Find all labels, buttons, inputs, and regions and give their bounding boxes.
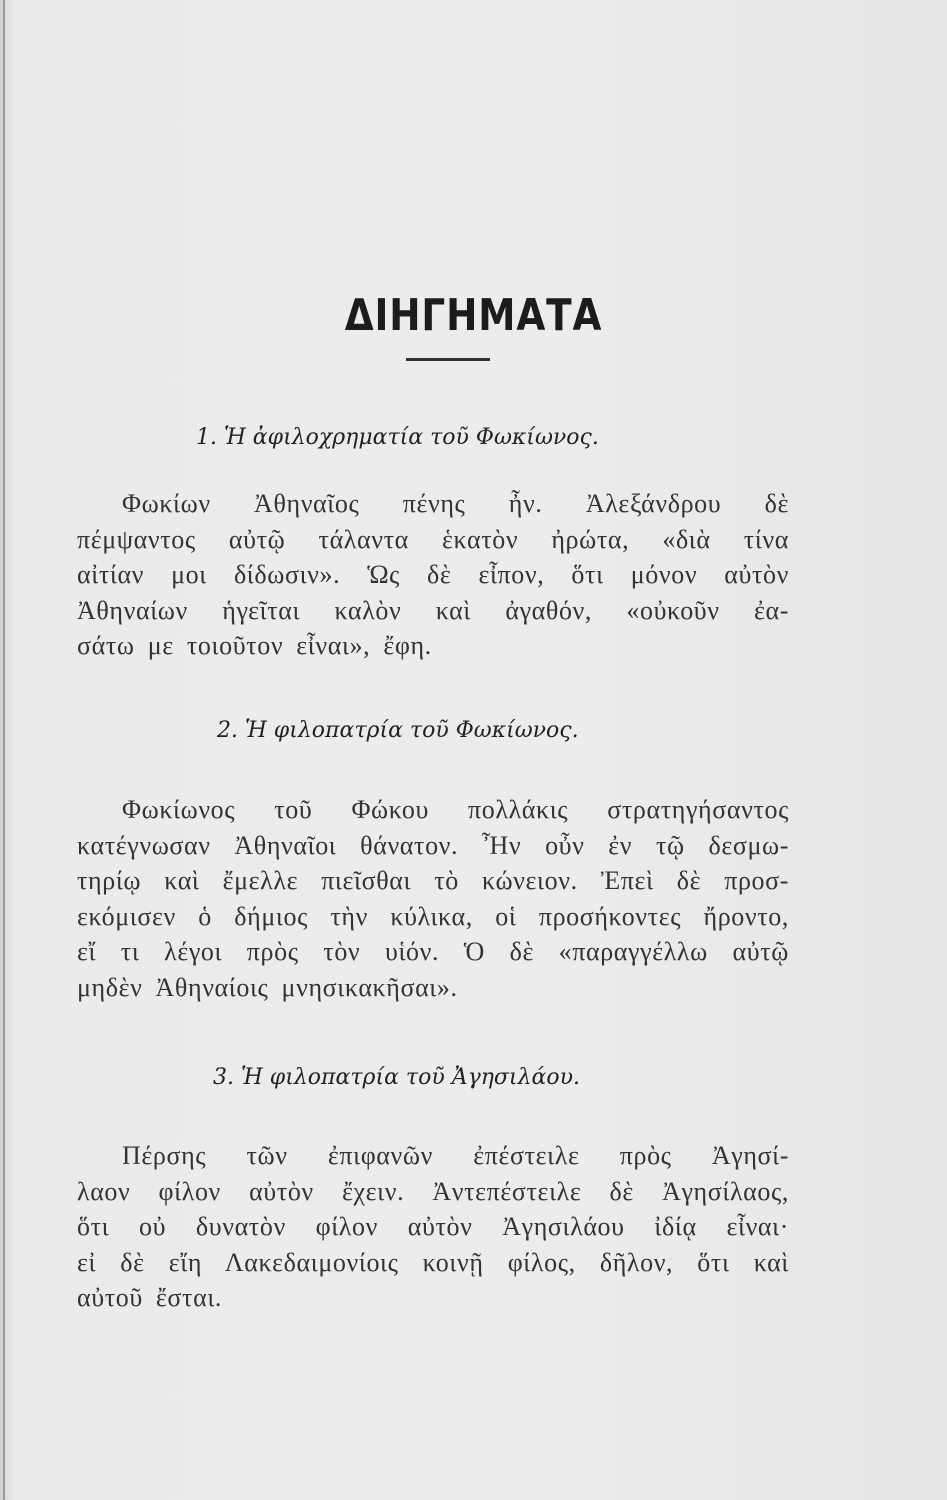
section-3-paragraph xyxy=(77,1138,789,1316)
section-2-paragraph xyxy=(77,792,789,1005)
paragraph-line: τηρίῳ καὶ ἔμελλε πιεῖσθαι τὸ κώνειον. Ἐπεὶ δὲ προσ- xyxy=(77,866,789,895)
section-2-heading: 2. Ἡ φιλοπατρία τοῦ Φωκίωνος. xyxy=(217,718,579,743)
section-3-heading: 3. Ἡ φιλοπατρία τοῦ Ἀγησιλάου. xyxy=(213,1065,580,1090)
paragraph-line: Φωκίωνος τοῦ Φώκου πολλάκις στρατηγήσαντος xyxy=(122,795,789,824)
page-title: ΔΙΗΓΗΜΑΤΑ xyxy=(344,290,603,341)
paragraph-line: μηδὲν Ἀθηναίοις μνησικακῆσαι». xyxy=(77,972,458,1002)
paragraph-line: αἰτίαν μοι δίδωσιν». Ὡς δὲ εἶπον, ὅτι μόνον αὐτὸν xyxy=(77,560,789,589)
page-fold-shadow xyxy=(3,0,5,1500)
paragraph-line: αὐτοῦ ἔσται. xyxy=(77,1283,223,1312)
paragraph-line: κατέγνωσαν Ἀθηναῖοι θάνατον. Ἦν οὖν ἐν τῷ δεσμω- xyxy=(77,830,789,860)
paragraph-line: Φωκίων Ἀθηναῖος πένης ἦν. Ἀλεξάνδρου δὲ xyxy=(122,489,789,518)
paragraph-line: εἴ τι λέγοι πρὸς τὸν υἱόν. Ὁ δὲ «παραγγέλλω αὐτῷ xyxy=(77,937,789,966)
paragraph-line: λαον φίλον αὐτὸν ἔχειν. Ἀντεπέστειλε δὲ Ἀγησίλαος, xyxy=(77,1176,789,1206)
section-1-paragraph xyxy=(77,486,789,664)
paragraph-line: πέμψαντος αὐτῷ τάλαντα ἑκατὸν ἠρώτα, «διὰ τίνα xyxy=(77,524,789,554)
section-1-heading: 1. Ἡ ἀφιλοχρηματία τοῦ Φωκίωνος. xyxy=(196,425,599,450)
paragraph-line: σάτω με τοιοῦτον εἶναι», ἔφη. xyxy=(77,631,432,660)
paragraph-line: εκόμισεν ὁ δήμιος τὴν κύλικα, οἱ προσήκοντες ἤροντο, xyxy=(77,901,789,931)
paragraph-line: Πέρσης τῶν ἐπιφανῶν ἐπέστειλε πρὸς Ἀγησί- xyxy=(122,1141,789,1170)
paragraph-line: ὅτι οὐ δυνατὸν φίλον αὐτὸν Ἀγησιλάου ἰδίᾳ εἶναι· xyxy=(77,1212,789,1241)
paragraph-line: Ἀθηναίων ἡγεῖται καλὸν καὶ ἀγαθόν, «οὐκοῦν ἐα- xyxy=(77,595,789,625)
paragraph-line: εἰ δὲ εἴη Λακεδαιμονίοις κοινῇ φίλος, δῆλον, ὅτι καὶ xyxy=(77,1247,789,1277)
title-underline xyxy=(406,358,490,361)
